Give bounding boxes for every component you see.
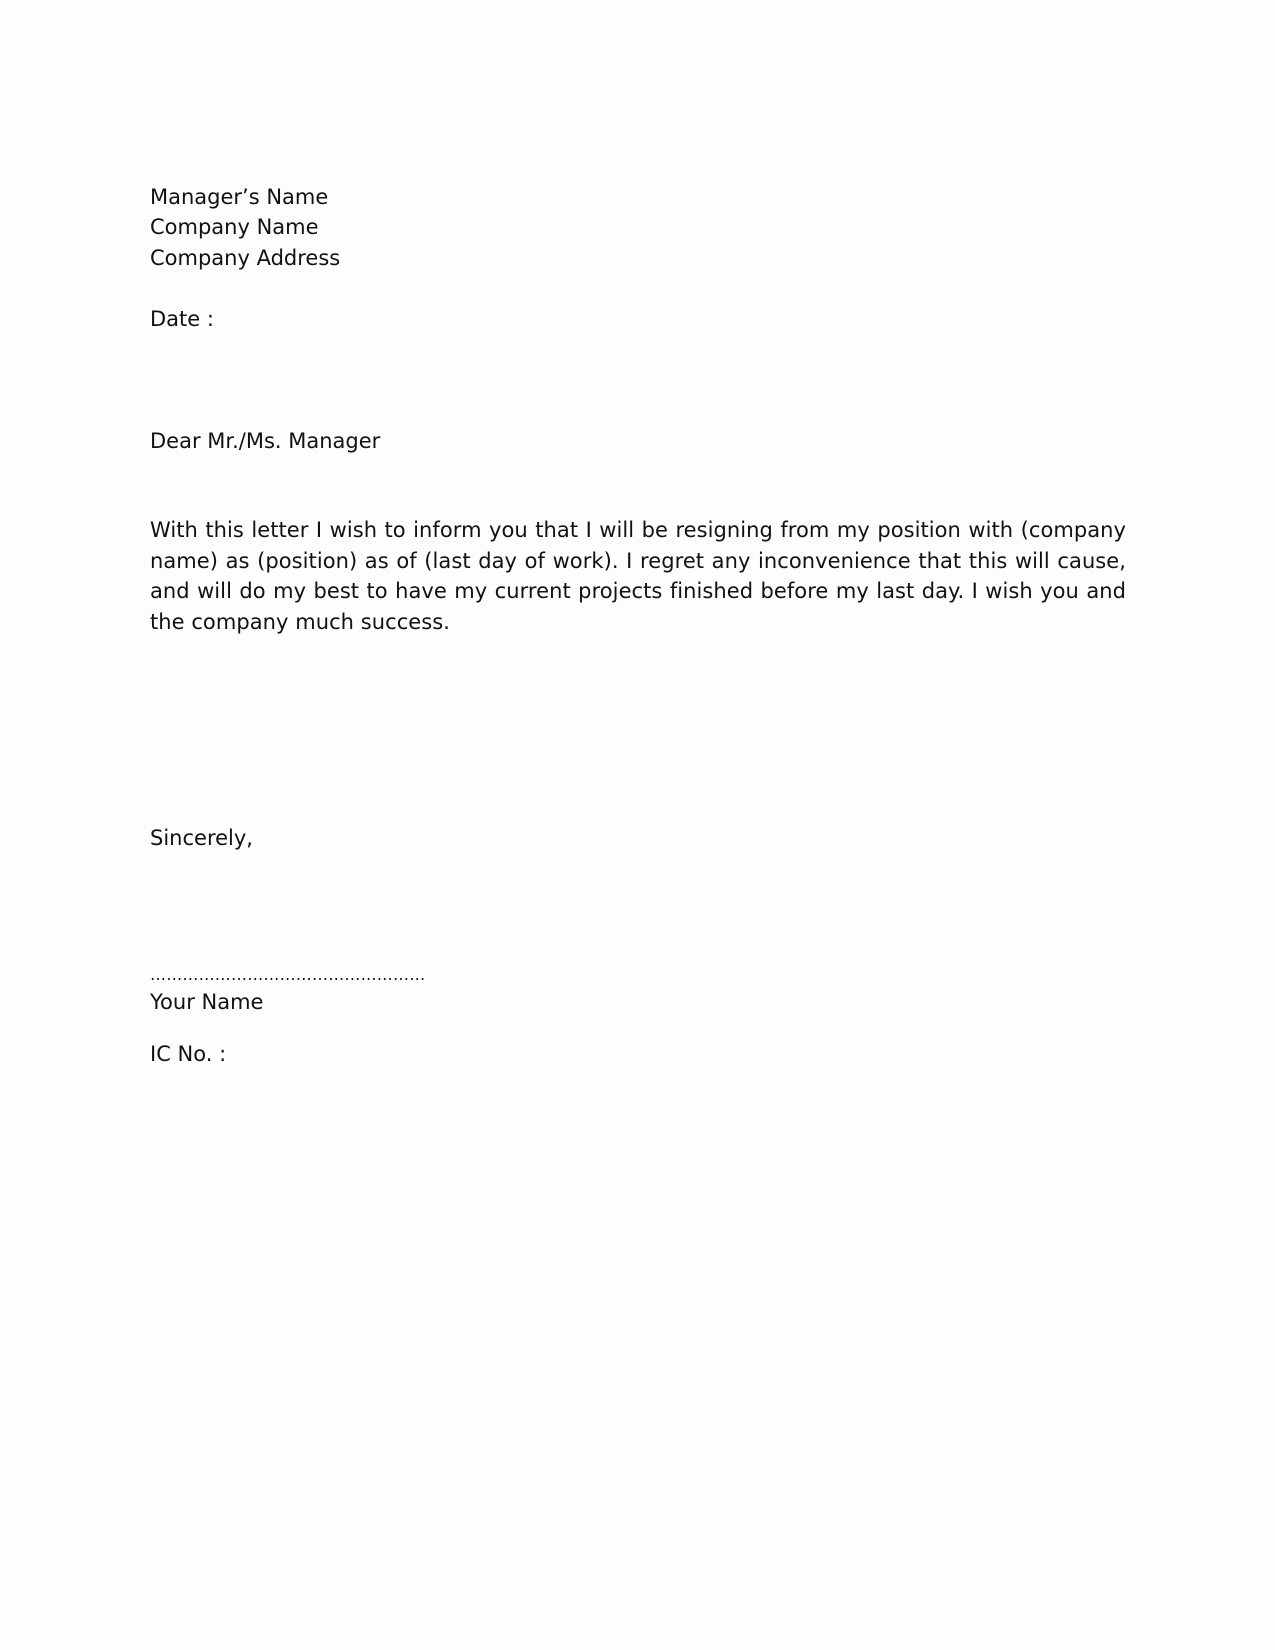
recipient-manager-name: Manager’s Name [150,185,329,209]
signature-line: …………………………………………… [150,965,426,984]
recipient-company-name: Company Name [150,215,319,239]
signature-name: Your Name [150,990,264,1014]
closing: Sincerely, [150,826,253,850]
date-label: Date : [150,307,214,331]
body-paragraph: With this letter I wish to inform you that I will be resigning from my position with (company name) as (position) as of (last day of work). I regret any inconvenience that this will cause, and will do my best to have my current projects finished before my last day. I wish you and the company much success. [150,518,1126,634]
salutation: Dear Mr./Ms. Manager [150,429,381,453]
ic-number-label: IC No. : [150,1042,227,1066]
recipient-company-address: Company Address [150,246,341,270]
